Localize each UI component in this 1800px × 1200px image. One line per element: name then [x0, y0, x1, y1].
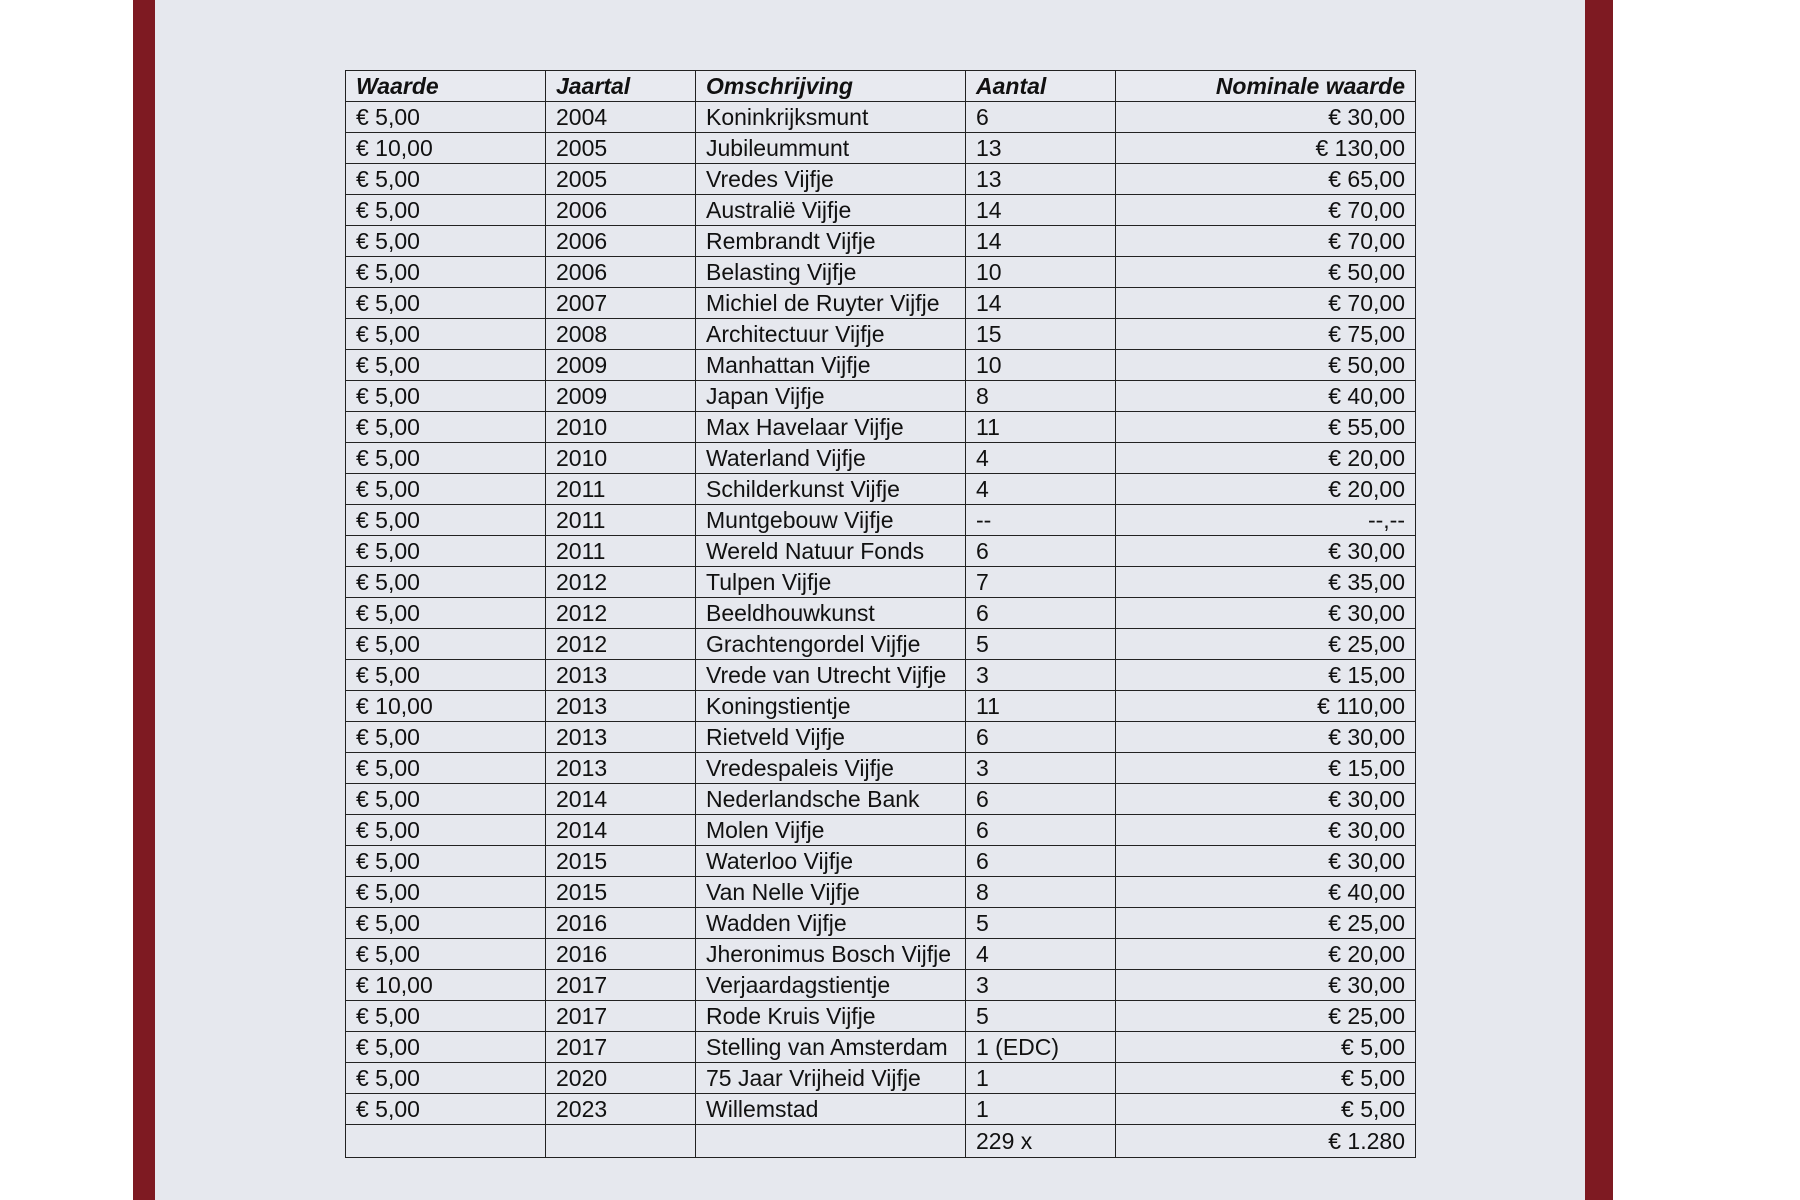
total-cell-empty — [346, 1125, 546, 1158]
table-row — [346, 970, 1416, 1001]
cell-aantal: 6 — [966, 784, 1116, 815]
cell-jaartal: 2013 — [546, 753, 696, 784]
table-row — [346, 288, 1416, 319]
cell-waarde: € 10,00 — [346, 691, 546, 722]
cell-aantal: 6 — [966, 536, 1116, 567]
cell-waarde: € 5,00 — [346, 567, 546, 598]
table-row — [346, 846, 1416, 877]
table-row — [346, 815, 1416, 846]
cell-nominale-waarde: --,-- — [1116, 505, 1416, 536]
cell-waarde: € 5,00 — [346, 195, 546, 226]
cell-nominale-waarde: € 55,00 — [1116, 412, 1416, 443]
cell-jaartal: 2014 — [546, 784, 696, 815]
cell-omschrijving: Japan Vijfje — [696, 381, 966, 412]
cell-omschrijving: Rembrandt Vijfje — [696, 226, 966, 257]
table-row — [346, 505, 1416, 536]
cell-omschrijving: Architectuur Vijfje — [696, 319, 966, 350]
table-row — [346, 1032, 1416, 1063]
cell-nominale-waarde: € 30,00 — [1116, 970, 1416, 1001]
cell-aantal: 10 — [966, 257, 1116, 288]
cell-jaartal: 2011 — [546, 474, 696, 505]
cell-nominale-waarde: € 20,00 — [1116, 443, 1416, 474]
cell-omschrijving: Jheronimus Bosch Vijfje — [696, 939, 966, 970]
table-row — [346, 226, 1416, 257]
cell-waarde: € 5,00 — [346, 815, 546, 846]
cell-jaartal: 2010 — [546, 412, 696, 443]
cell-omschrijving: Australië Vijfje — [696, 195, 966, 226]
cell-omschrijving: Waterloo Vijfje — [696, 846, 966, 877]
cell-jaartal: 2020 — [546, 1063, 696, 1094]
cell-omschrijving: Tulpen Vijfje — [696, 567, 966, 598]
table-row — [346, 1001, 1416, 1032]
table-row — [346, 1094, 1416, 1125]
table-row — [346, 102, 1416, 133]
coin-table — [345, 70, 1416, 1158]
cell-aantal: 6 — [966, 815, 1116, 846]
cell-jaartal: 2015 — [546, 877, 696, 908]
cell-waarde: € 5,00 — [346, 1032, 546, 1063]
cell-omschrijving: Koninkrijksmunt — [696, 102, 966, 133]
cell-aantal: 4 — [966, 939, 1116, 970]
header-aantal: Aantal — [966, 71, 1116, 102]
table-row — [346, 164, 1416, 195]
cell-nominale-waarde: € 5,00 — [1116, 1032, 1416, 1063]
cell-nominale-waarde: € 75,00 — [1116, 319, 1416, 350]
cell-waarde: € 5,00 — [346, 1094, 546, 1125]
cell-aantal: 3 — [966, 660, 1116, 691]
cell-nominale-waarde: € 15,00 — [1116, 660, 1416, 691]
table-row — [346, 660, 1416, 691]
cell-aantal: 14 — [966, 226, 1116, 257]
table-row — [346, 412, 1416, 443]
table-row — [346, 257, 1416, 288]
total-nominale-waarde: € 1.280 — [1116, 1125, 1416, 1158]
total-cell-empty — [696, 1125, 966, 1158]
cell-omschrijving: Wadden Vijfje — [696, 908, 966, 939]
cell-nominale-waarde: € 70,00 — [1116, 288, 1416, 319]
cell-waarde: € 5,00 — [346, 846, 546, 877]
cell-nominale-waarde: € 5,00 — [1116, 1063, 1416, 1094]
cell-aantal: 11 — [966, 412, 1116, 443]
cell-aantal: -- — [966, 505, 1116, 536]
cell-nominale-waarde: € 30,00 — [1116, 536, 1416, 567]
cell-jaartal: 2013 — [546, 660, 696, 691]
cell-aantal: 1 — [966, 1063, 1116, 1094]
cell-omschrijving: Willemstad — [696, 1094, 966, 1125]
cell-waarde: € 5,00 — [346, 288, 546, 319]
table-row — [346, 753, 1416, 784]
total-aantal: 229 x — [966, 1125, 1116, 1158]
cell-waarde: € 10,00 — [346, 970, 546, 1001]
header-nominale-waarde: Nominale waarde — [1116, 71, 1416, 102]
cell-omschrijving: Verjaardagstientje — [696, 970, 966, 1001]
cell-waarde: € 5,00 — [346, 660, 546, 691]
cell-jaartal: 2017 — [546, 1032, 696, 1063]
cell-nominale-waarde: € 20,00 — [1116, 474, 1416, 505]
cell-nominale-waarde: € 15,00 — [1116, 753, 1416, 784]
cell-omschrijving: Rode Kruis Vijfje — [696, 1001, 966, 1032]
cell-waarde: € 5,00 — [346, 1063, 546, 1094]
cell-omschrijving: Nederlandsche Bank — [696, 784, 966, 815]
table-row — [346, 939, 1416, 970]
cell-nominale-waarde: € 25,00 — [1116, 908, 1416, 939]
cell-omschrijving: Stelling van Amsterdam — [696, 1032, 966, 1063]
cell-aantal: 3 — [966, 753, 1116, 784]
cell-waarde: € 5,00 — [346, 753, 546, 784]
table-row — [346, 598, 1416, 629]
cell-waarde: € 5,00 — [346, 319, 546, 350]
cell-nominale-waarde: € 70,00 — [1116, 226, 1416, 257]
table-row — [346, 381, 1416, 412]
header-jaartal: Jaartal — [546, 71, 696, 102]
cell-nominale-waarde: € 40,00 — [1116, 381, 1416, 412]
cell-jaartal: 2008 — [546, 319, 696, 350]
cell-aantal: 6 — [966, 598, 1116, 629]
cell-waarde: € 5,00 — [346, 536, 546, 567]
cell-jaartal: 2012 — [546, 598, 696, 629]
cell-aantal: 14 — [966, 288, 1116, 319]
cell-omschrijving: Jubileummunt — [696, 133, 966, 164]
cell-aantal: 13 — [966, 133, 1116, 164]
table-row — [346, 474, 1416, 505]
table-row — [346, 629, 1416, 660]
cell-nominale-waarde: € 65,00 — [1116, 164, 1416, 195]
cell-waarde: € 5,00 — [346, 939, 546, 970]
cell-waarde: € 5,00 — [346, 474, 546, 505]
cell-waarde: € 5,00 — [346, 226, 546, 257]
cell-aantal: 10 — [966, 350, 1116, 381]
cell-aantal: 7 — [966, 567, 1116, 598]
header-omschrijving: Omschrijving — [696, 71, 966, 102]
cell-omschrijving: Beeldhouwkunst — [696, 598, 966, 629]
cell-waarde: € 5,00 — [346, 350, 546, 381]
cell-waarde: € 5,00 — [346, 164, 546, 195]
cell-waarde: € 5,00 — [346, 505, 546, 536]
cell-omschrijving: Schilderkunst Vijfje — [696, 474, 966, 505]
cell-waarde: € 5,00 — [346, 412, 546, 443]
table-row — [346, 691, 1416, 722]
table-row — [346, 784, 1416, 815]
cell-aantal: 1 — [966, 1094, 1116, 1125]
cell-omschrijving: Max Havelaar Vijfje — [696, 412, 966, 443]
cell-aantal: 5 — [966, 629, 1116, 660]
cell-waarde: € 5,00 — [346, 443, 546, 474]
cell-jaartal: 2012 — [546, 629, 696, 660]
cell-jaartal: 2010 — [546, 443, 696, 474]
cell-jaartal: 2007 — [546, 288, 696, 319]
cell-aantal: 3 — [966, 970, 1116, 1001]
cell-omschrijving: Michiel de Ruyter Vijfje — [696, 288, 966, 319]
cell-aantal: 4 — [966, 443, 1116, 474]
cell-jaartal: 2005 — [546, 164, 696, 195]
cell-nominale-waarde: € 30,00 — [1116, 846, 1416, 877]
table-row — [346, 722, 1416, 753]
cell-jaartal: 2013 — [546, 722, 696, 753]
cell-waarde: € 5,00 — [346, 877, 546, 908]
cell-nominale-waarde: € 30,00 — [1116, 815, 1416, 846]
cell-nominale-waarde: € 25,00 — [1116, 1001, 1416, 1032]
cell-jaartal: 2006 — [546, 195, 696, 226]
cell-jaartal: 2023 — [546, 1094, 696, 1125]
cell-nominale-waarde: € 50,00 — [1116, 350, 1416, 381]
table-row — [346, 877, 1416, 908]
cell-aantal: 11 — [966, 691, 1116, 722]
cell-aantal: 15 — [966, 319, 1116, 350]
cell-nominale-waarde: € 30,00 — [1116, 784, 1416, 815]
table-body — [346, 102, 1416, 1125]
header-row — [346, 71, 1416, 102]
table-row — [346, 1063, 1416, 1094]
cell-jaartal: 2015 — [546, 846, 696, 877]
cell-aantal: 13 — [966, 164, 1116, 195]
cell-jaartal: 2006 — [546, 226, 696, 257]
table-row — [346, 536, 1416, 567]
cell-waarde: € 10,00 — [346, 133, 546, 164]
total-cell-empty — [546, 1125, 696, 1158]
cell-waarde: € 5,00 — [346, 1001, 546, 1032]
cell-nominale-waarde: € 25,00 — [1116, 629, 1416, 660]
header-waarde: Waarde — [346, 71, 546, 102]
cell-aantal: 1 (EDC) — [966, 1032, 1116, 1063]
cell-nominale-waarde: € 20,00 — [1116, 939, 1416, 970]
cell-omschrijving: Muntgebouw Vijfje — [696, 505, 966, 536]
cell-waarde: € 5,00 — [346, 784, 546, 815]
table-row — [346, 133, 1416, 164]
cell-nominale-waarde: € 50,00 — [1116, 257, 1416, 288]
cell-omschrijving: Wereld Natuur Fonds — [696, 536, 966, 567]
cell-omschrijving: Grachtengordel Vijfje — [696, 629, 966, 660]
table-row — [346, 567, 1416, 598]
cell-omschrijving: Manhattan Vijfje — [696, 350, 966, 381]
cell-jaartal: 2012 — [546, 567, 696, 598]
cell-omschrijving: Belasting Vijfje — [696, 257, 966, 288]
cell-jaartal: 2016 — [546, 939, 696, 970]
cell-jaartal: 2016 — [546, 908, 696, 939]
cell-aantal: 5 — [966, 1001, 1116, 1032]
total-row — [346, 1125, 1416, 1158]
cell-waarde: € 5,00 — [346, 257, 546, 288]
cell-jaartal: 2009 — [546, 381, 696, 412]
cell-jaartal: 2006 — [546, 257, 696, 288]
cell-nominale-waarde: € 70,00 — [1116, 195, 1416, 226]
cell-waarde: € 5,00 — [346, 722, 546, 753]
cell-jaartal: 2017 — [546, 970, 696, 1001]
table-row — [346, 319, 1416, 350]
cell-omschrijving: Rietveld Vijfje — [696, 722, 966, 753]
cell-omschrijving: Van Nelle Vijfje — [696, 877, 966, 908]
cell-nominale-waarde: € 30,00 — [1116, 102, 1416, 133]
cell-nominale-waarde: € 40,00 — [1116, 877, 1416, 908]
cell-omschrijving: Vrede van Utrecht Vijfje — [696, 660, 966, 691]
cell-aantal: 5 — [966, 908, 1116, 939]
cell-waarde: € 5,00 — [346, 908, 546, 939]
cell-omschrijving: Waterland Vijfje — [696, 443, 966, 474]
cell-waarde: € 5,00 — [346, 629, 546, 660]
table-row — [346, 195, 1416, 226]
cell-nominale-waarde: € 35,00 — [1116, 567, 1416, 598]
cell-aantal: 6 — [966, 722, 1116, 753]
table-row — [346, 350, 1416, 381]
cell-omschrijving: Molen Vijfje — [696, 815, 966, 846]
cell-aantal: 6 — [966, 102, 1116, 133]
cell-jaartal: 2014 — [546, 815, 696, 846]
cell-aantal: 8 — [966, 381, 1116, 412]
cell-jaartal: 2011 — [546, 536, 696, 567]
cell-nominale-waarde: € 130,00 — [1116, 133, 1416, 164]
cell-jaartal: 2009 — [546, 350, 696, 381]
cell-waarde: € 5,00 — [346, 102, 546, 133]
cell-jaartal: 2017 — [546, 1001, 696, 1032]
table-row — [346, 908, 1416, 939]
cell-nominale-waarde: € 30,00 — [1116, 722, 1416, 753]
cell-omschrijving: 75 Jaar Vrijheid Vijfje — [696, 1063, 966, 1094]
cell-omschrijving: Vredes Vijfje — [696, 164, 966, 195]
cell-waarde: € 5,00 — [346, 598, 546, 629]
cell-waarde: € 5,00 — [346, 381, 546, 412]
cell-omschrijving: Koningstientje — [696, 691, 966, 722]
cell-jaartal: 2013 — [546, 691, 696, 722]
cell-nominale-waarde: € 110,00 — [1116, 691, 1416, 722]
cell-jaartal: 2004 — [546, 102, 696, 133]
cell-jaartal: 2005 — [546, 133, 696, 164]
table-row — [346, 443, 1416, 474]
cell-aantal: 14 — [966, 195, 1116, 226]
cell-nominale-waarde: € 30,00 — [1116, 598, 1416, 629]
cell-aantal: 8 — [966, 877, 1116, 908]
cell-jaartal: 2011 — [546, 505, 696, 536]
cell-aantal: 6 — [966, 846, 1116, 877]
cell-nominale-waarde: € 5,00 — [1116, 1094, 1416, 1125]
cell-omschrijving: Vredespaleis Vijfje — [696, 753, 966, 784]
cell-aantal: 4 — [966, 474, 1116, 505]
